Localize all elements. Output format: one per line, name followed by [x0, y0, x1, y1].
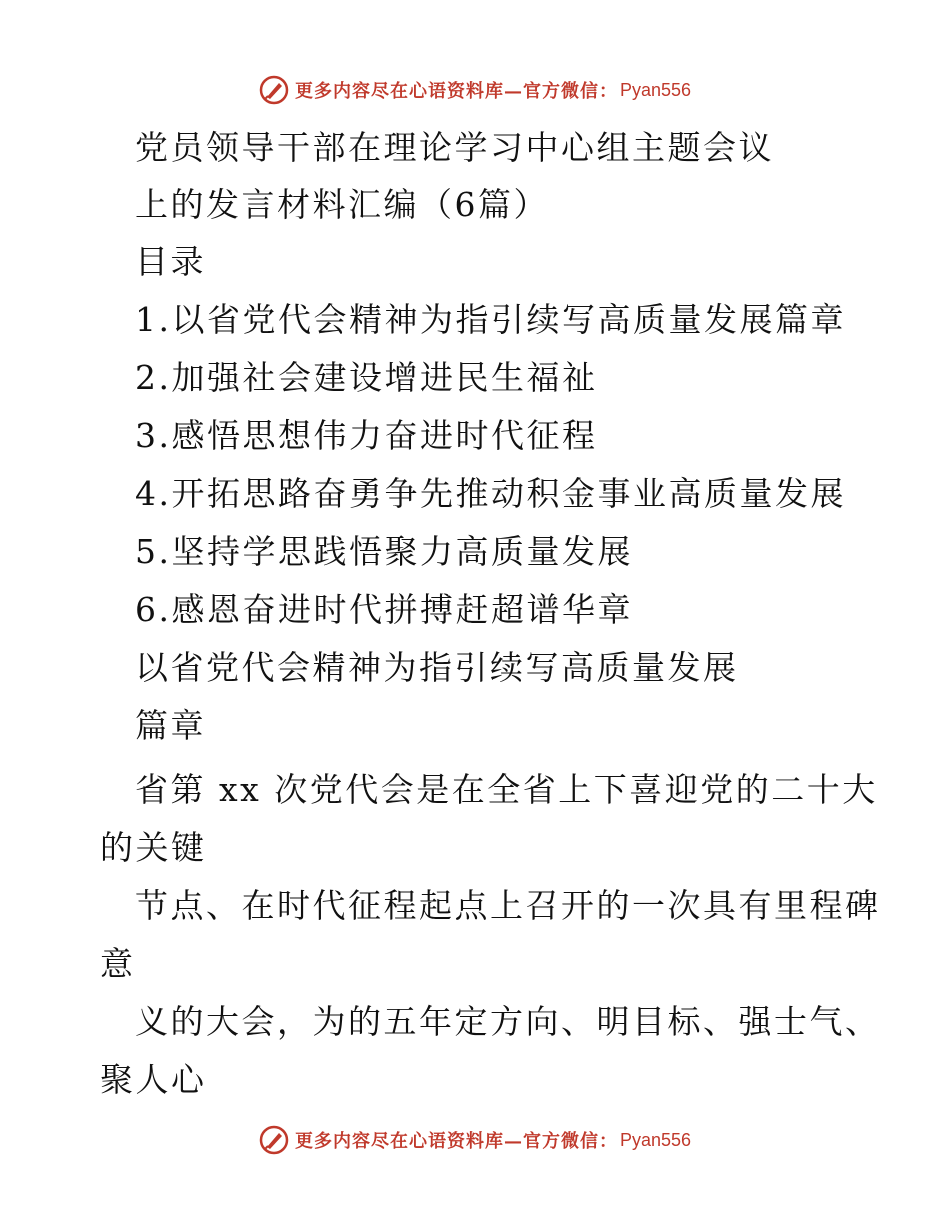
toc-item: 3.感悟思想伟力奋进时代征程 — [135, 416, 598, 455]
toc-item: 2.加强社会建设增进民生福祉 — [135, 358, 598, 397]
body-paragraph-line: 义的大会，为的五年定方向、明目标、强士气、 — [135, 1002, 881, 1041]
body-paragraph-line: 省第 xx 次党代会是在全省上下喜迎党的二十大 — [135, 770, 878, 809]
watermark-text: 更多内容尽在心语资料库—官方微信： — [294, 81, 618, 102]
footer-watermark — [0, 1122, 950, 1158]
section-title-line-1: 以省党代会精神为指引续写高质量发展 — [135, 648, 739, 687]
body-paragraph-line: 意 — [100, 944, 136, 983]
watermark-account: Pyan556 — [619, 1129, 692, 1150]
quill-seal-icon — [259, 1125, 289, 1155]
document-title-line-2: 上的发言材料汇编（6篇） — [135, 185, 549, 224]
toc-heading: 目录 — [135, 242, 206, 281]
body-paragraph-line: 的关键 — [100, 828, 207, 867]
watermark-account: Pyan556 — [619, 79, 692, 100]
toc-item: 6.感恩奋进时代拼搏赶超谱华章 — [135, 590, 633, 629]
header-watermark — [0, 72, 950, 108]
toc-item: 4.开拓思路奋勇争先推动积金事业高质量发展 — [135, 474, 846, 513]
section-title-line-2: 篇章 — [135, 706, 206, 745]
body-paragraph-line: 聚人心 — [100, 1060, 207, 1099]
toc-item: 5.坚持学思践悟聚力高质量发展 — [135, 532, 633, 571]
toc-item: 1.以省党代会精神为指引续写高质量发展篇章 — [135, 300, 846, 339]
quill-seal-icon — [259, 75, 289, 105]
body-paragraph-line: 节点、在时代征程起点上召开的一次具有里程碑 — [135, 886, 881, 925]
watermark-text: 更多内容尽在心语资料库—官方微信： — [294, 1131, 618, 1152]
document-title-line-1: 党员领导干部在理论学习中心组主题会议 — [135, 128, 774, 167]
